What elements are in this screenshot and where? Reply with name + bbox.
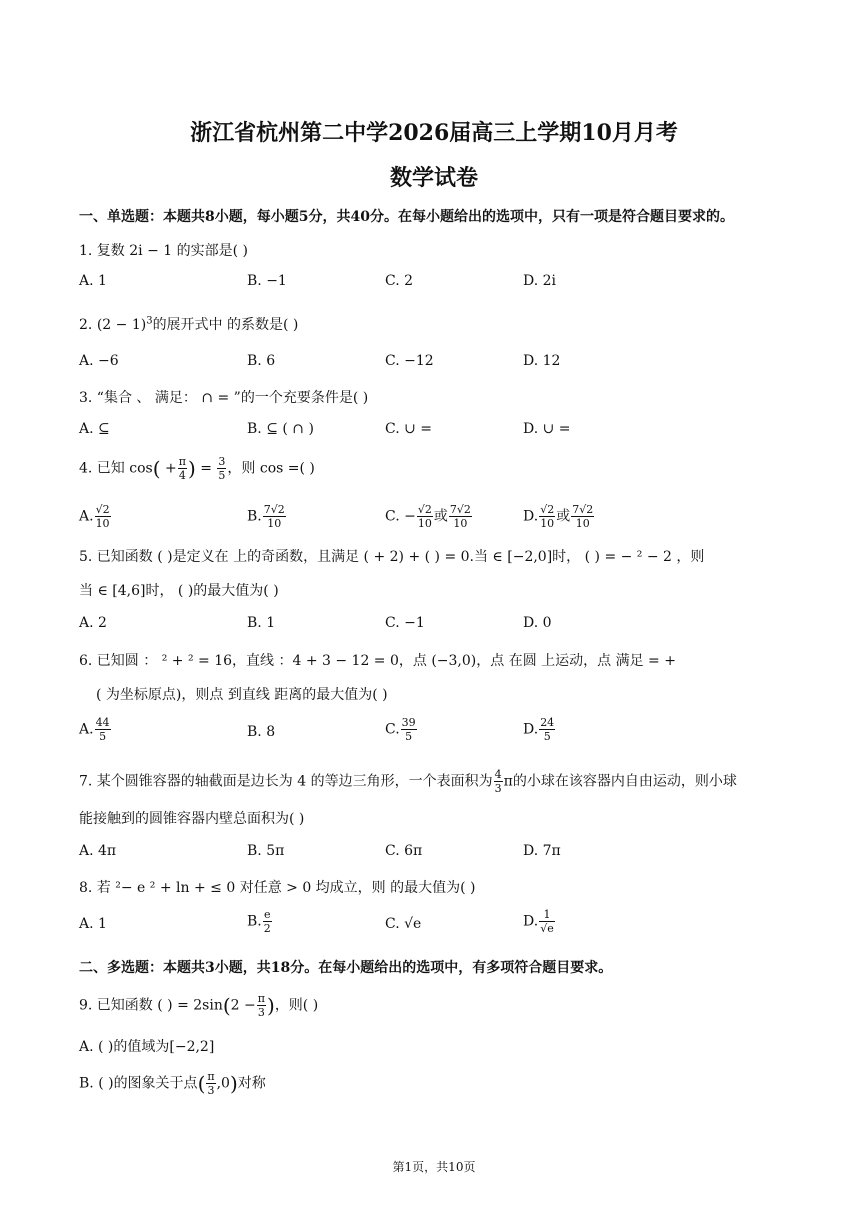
fraction: $\frac{\pi}{4}$ [178,455,186,482]
option-b: B. $\frac{7√2}{10}$ [247,503,285,530]
option-b: B. −1 [247,273,287,289]
question-7-line-1: 7. 某个圆锥容器的轴截面是边长为 4 的等边三角形，一个表面积为 $\frac{4}{3}$ π的小球在该容器内自由运动，则小球 [79,768,737,795]
q2-exponent: 3 [146,315,153,327]
q2-expression: (2 − 1) [96,317,147,333]
option-b: B. 6 [247,353,276,369]
option-d: D. 7π [523,843,561,859]
q2-text: 的展开式中 的系数是( ) [152,317,299,333]
exam-subtitle: 数学试卷 [389,165,478,191]
question-1-options [79,273,779,295]
question-8-options [79,908,779,940]
q4-equals: = [200,460,212,477]
option-b: B. ⊆ ( ∩ ) [247,421,314,437]
question-4-stem [79,455,315,482]
option-a: A. ⊆ [79,421,110,437]
option-d: D. ∪ = [523,421,571,437]
section-2-heading: 二、多选题：本题共3小题，共18分。在每小题给出的选项中，有多项符合题目要求。 [79,960,613,976]
q4-text: ，则 cos =( ) [227,460,315,477]
option-c: C. −12 [385,353,434,369]
option-a: A. $\frac{√2}{10}$ [79,503,110,530]
option-a: A. 4π [79,843,117,859]
question-5-line-2: 当 ∈ [4,6]时， ( )的最大值为( ) [79,583,279,599]
option-b: B. 8 [247,724,276,740]
option-a: A. −6 [79,353,119,369]
left-paren: ( [152,456,161,481]
option-a: A. 1 [79,916,107,932]
option-b: B. 5π [247,843,285,859]
option-d: D. $\frac{1}{√e}$ [523,908,554,935]
option-d: D. 12 [523,353,561,369]
option-d: D. 2i [523,273,557,289]
question-5-options [79,615,779,637]
question-5-line-1: 5. 已知函数 ( )是定义在 上的奇函数，且满足 ( + 2) + ( ) = 0.当 ∈ [−2,0]时， ( ) = − ² − 2 ，则 [79,549,705,565]
option-b: B. 1 [247,615,276,631]
option-a: A. 1 [79,273,107,289]
option-a: A. $\frac{44}{5}$ [79,716,110,743]
question-2-options [79,353,779,375]
option-c: C. $\frac{39}{5}$ [385,716,416,743]
question-4-options [79,503,779,535]
question-7-options [79,843,779,865]
fraction: $\frac{3}{5}$ [218,455,226,482]
question-7-line-2: 能接触到的圆锥容器内壁总面积为( ) [79,811,305,827]
option-a: A. 2 [79,615,107,631]
question-1-stem: 1. 复数 2i − 1 的实部是( ) [79,243,249,259]
question-8-stem: 8. 若 ²− e ² + ln + ≤ 0 对任意 > 0 均成立，则 的最大值为( ) [79,880,476,896]
fraction: $\frac{4}{3}$ [494,768,502,795]
option-c: C. − $\frac{√2}{10}$ 或 $\frac{7√2}{10}$ [385,503,471,530]
question-6-line-1: 6. 已知圆 ： ² + ² = 16，直线 ：4 + 3 − 12 = 0，点 (−3,0)，点 在圆 上运动，点 满足 = + [79,653,676,669]
option-d: D. 0 [523,615,552,631]
question-6-line-2: ( 为坐标原点)，则点 到直线 距离的最大值为( ) [96,687,388,703]
q2-number: 2. [79,317,97,333]
page-footer: 第1页，共10页 [392,1160,476,1174]
question-2-stem [79,314,298,334]
option-c: C. −1 [385,615,425,631]
option-b: B. $\frac{e}{2}$ [247,908,271,935]
option-c: C. √e [385,916,422,932]
option-c: C. 2 [385,273,414,289]
option-d: D. $\frac{24}{5}$ [523,716,555,743]
right-paren: ) [187,456,196,481]
question-6-options [79,716,779,748]
exam-title: 浙江省杭州第二中学2026届高三上学期10月月考 [190,120,678,146]
question-3-stem: 3. “集合 、 满足： ∩ = ”的一个充要条件是( ) [79,390,369,406]
question-3-options [79,421,779,443]
option-c: C. ∪ = [385,421,433,437]
section-1-heading: 一、单选题：本题共8小题，每小题5分，共40分。在每小题给出的选项中，只有一项是符合题目要求的。 [79,209,734,225]
option-c: C. 6π [385,843,423,859]
question-9-option-b: B. ( )的图象关于点( $\frac{\pi}{3}$ ,0)对称 [79,1070,266,1097]
q4-text: 4. 已知 cos [79,460,153,477]
question-9-stem: 9. 已知函数 ( ) = 2sin(2 − $\frac{\pi}{3}$ )，则( ) [79,992,319,1019]
q4-inner: + [160,460,177,477]
question-9-option-a: A. ( )的值域为[−2,2] [79,1039,215,1055]
option-d: D. $\frac{√2}{10}$ 或 $\frac{7√2}{10}$ [523,503,594,530]
